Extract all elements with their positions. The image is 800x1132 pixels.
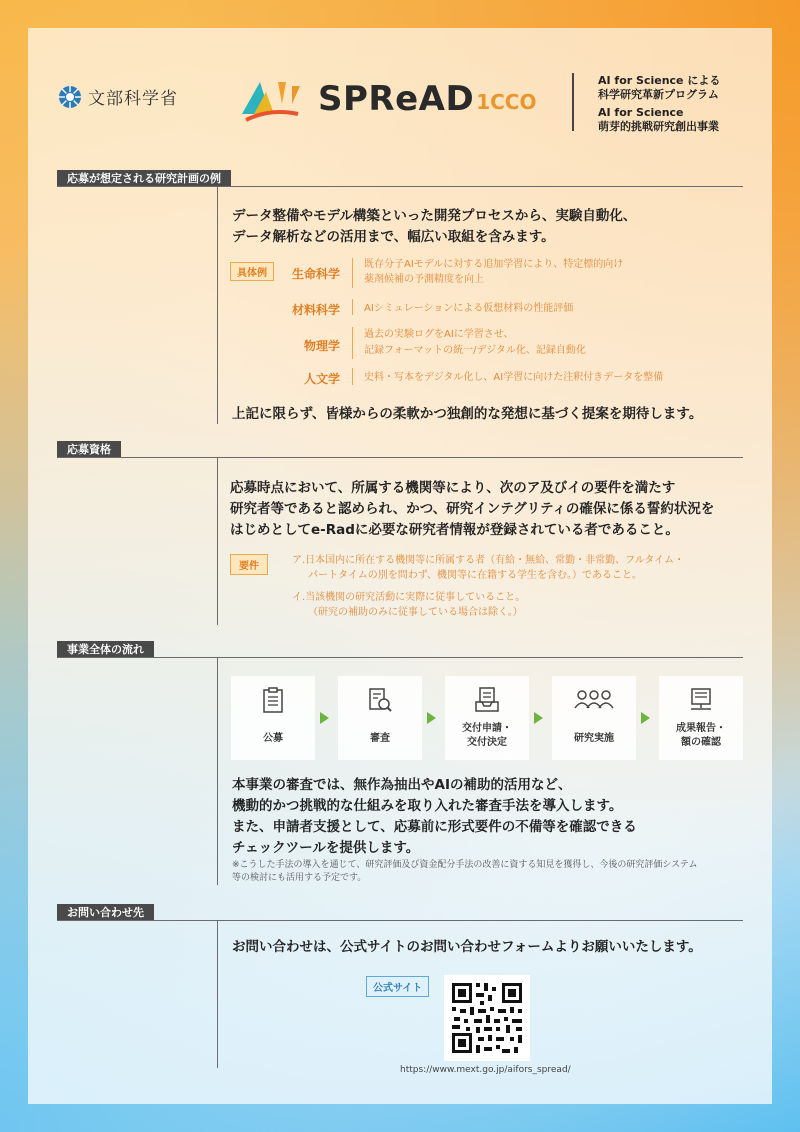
program-line-3: AI for Science <box>598 106 684 119</box>
spread-suffix: 1CCO <box>476 90 537 114</box>
section-rule <box>57 457 743 458</box>
example-tag: 具体例 <box>230 262 274 281</box>
section-vertical-rule <box>217 920 218 1068</box>
example-text: 史料・写本をデジタル化し、AI学習に向けた注釈付きデータを整備 <box>364 372 664 383</box>
flow-body-line3: また、申請者支援として、応募前に形式要件の不備等を確認できる <box>232 819 637 835</box>
program-line-1: AI for Science による <box>598 74 721 87</box>
flow-arrow-icon <box>427 712 436 724</box>
qr-code-icon <box>444 975 530 1061</box>
official-site-tag: 公式サイト <box>366 976 429 997</box>
flow-step-research <box>552 676 636 760</box>
program-line-2: 科学研究革新プログラム <box>598 88 719 101</box>
example-divider <box>352 299 353 315</box>
mext-emblem-icon <box>58 85 82 109</box>
example-text: 既存分子AIモデルに対する追加学習により、特定標的向け <box>364 259 624 270</box>
site-url[interactable]: https://www.mext.go.jp/aifors_spread/ <box>400 1065 571 1075</box>
monitor-report-icon <box>687 686 715 714</box>
requirement-a-line1: ア.日本国内に所在する機関等に所属する者（有給・無給、常勤・非常勤、フルタイム・ <box>292 555 685 566</box>
section-tag-eligibility: 応募資格 <box>57 441 121 458</box>
example-divider <box>352 327 353 359</box>
section-tag-contact: お問い合わせ先 <box>57 904 154 921</box>
ministry-name: 文部科学省 <box>88 89 178 109</box>
flow-body-line4: チェックツールを提供します。 <box>232 840 420 856</box>
section-rule <box>57 186 743 187</box>
section1-closing: 上記に限らず、皆様からの柔軟かつ独創的な発想に基づく提案を期待します。 <box>232 406 703 422</box>
example-text: 過去の実験ログをAIに学習させ、 <box>364 329 514 340</box>
people-group-icon <box>572 686 616 714</box>
eligibility-line3: はじめとしてe-Radに必要な研究者情報が登録されている者であること。 <box>230 522 679 538</box>
header-divider <box>572 73 574 131</box>
flow-arrow-icon <box>320 712 329 724</box>
example-field: 生命科学 <box>291 267 340 281</box>
section1-intro-line2: データ解析などの活用まで、幅広い取組を含みます。 <box>232 229 555 245</box>
example-divider <box>352 368 353 385</box>
section-rule <box>57 920 743 921</box>
flow-step-review <box>338 676 422 760</box>
flow-step-label: 公募 <box>263 733 283 744</box>
flow-step-report <box>659 676 743 760</box>
flow-step-grant <box>445 676 529 760</box>
example-text: 記録フォーマットの統一/デジタル化、記録自動化 <box>364 345 586 356</box>
example-divider <box>352 258 353 288</box>
flow-body-line2: 機動的かつ挑戦的な仕組みを取り入れた審査手法を導入します。 <box>232 798 623 814</box>
flow-note-line2: 等の検討にも活用する予定です。 <box>232 873 367 883</box>
flow-step-label: 成果報告・ 額の確認 <box>676 723 726 748</box>
example-text: AIシミュレーションによる仮想材料の性能評価 <box>364 303 574 314</box>
spread-mark-icon <box>240 74 312 124</box>
eligibility-line2: 研究者等であると認められ、かつ、研究インテグリティの確保に係る誓約状況を <box>230 501 715 517</box>
requirement-b-line1: イ.当該機関の研究活動に実際に従事していること。 <box>292 592 526 603</box>
eligibility-line1: 応募時点において、所属する機関等により、次のア及びイの要件を満たす <box>230 480 676 496</box>
section1-intro-line1: データ整備やモデル構築といった開発プロセスから、実験自動化、 <box>232 208 637 224</box>
flow-step-call <box>231 676 315 760</box>
flow-step-label: 研究実施 <box>574 733 614 744</box>
flow-step-label: 審査 <box>370 733 390 744</box>
clipboard-icon <box>260 686 286 714</box>
contact-body: お問い合わせは、公式サイトのお問い合わせフォームよりお願いいたします。 <box>232 939 702 955</box>
mext-logo <box>58 84 178 109</box>
flow-body-line1: 本事業の審査では、無作為抽出やAIの補助的活用など、 <box>232 777 572 793</box>
section-rule <box>57 657 743 658</box>
qr-code[interactable] <box>444 975 530 1061</box>
section-tag-flow: 事業全体の流れ <box>57 641 154 658</box>
flow-note-line1: ※こうした手法の導入を通じて、研究評価及び資金配分手法の改善に資する知見を獲得し、今後の研究評価システム <box>232 860 698 870</box>
inbox-document-icon <box>473 686 501 714</box>
document-search-icon <box>366 686 394 714</box>
flow-arrow-icon <box>641 712 650 724</box>
requirement-b-line2: （研究の補助のみに従事している場合は除く。） <box>308 607 523 618</box>
example-text: 薬剤候補の予測精度を向上 <box>364 274 484 285</box>
section-vertical-rule <box>217 657 218 885</box>
spread-logo <box>240 74 536 124</box>
program-line-4: 萌芽的挑戦研究創出事業 <box>598 120 719 133</box>
flow-step-label: 交付申請・ 交付決定 <box>462 723 512 748</box>
flow-arrow-icon <box>534 712 543 724</box>
example-field: 材料科学 <box>291 303 340 317</box>
spread-wordmark: SPReAD <box>318 79 475 119</box>
example-field: 物理学 <box>303 339 340 353</box>
section-vertical-rule <box>217 186 218 424</box>
section-tag-examples: 応募が想定される研究計画の例 <box>57 170 231 187</box>
requirement-tag: 要件 <box>230 554 268 575</box>
example-field: 人文学 <box>303 372 340 386</box>
section-vertical-rule <box>217 457 218 625</box>
requirement-a-line2: パートタイムの別を問わず、機関等に在籍する学生を含む。）であること。 <box>308 570 642 581</box>
